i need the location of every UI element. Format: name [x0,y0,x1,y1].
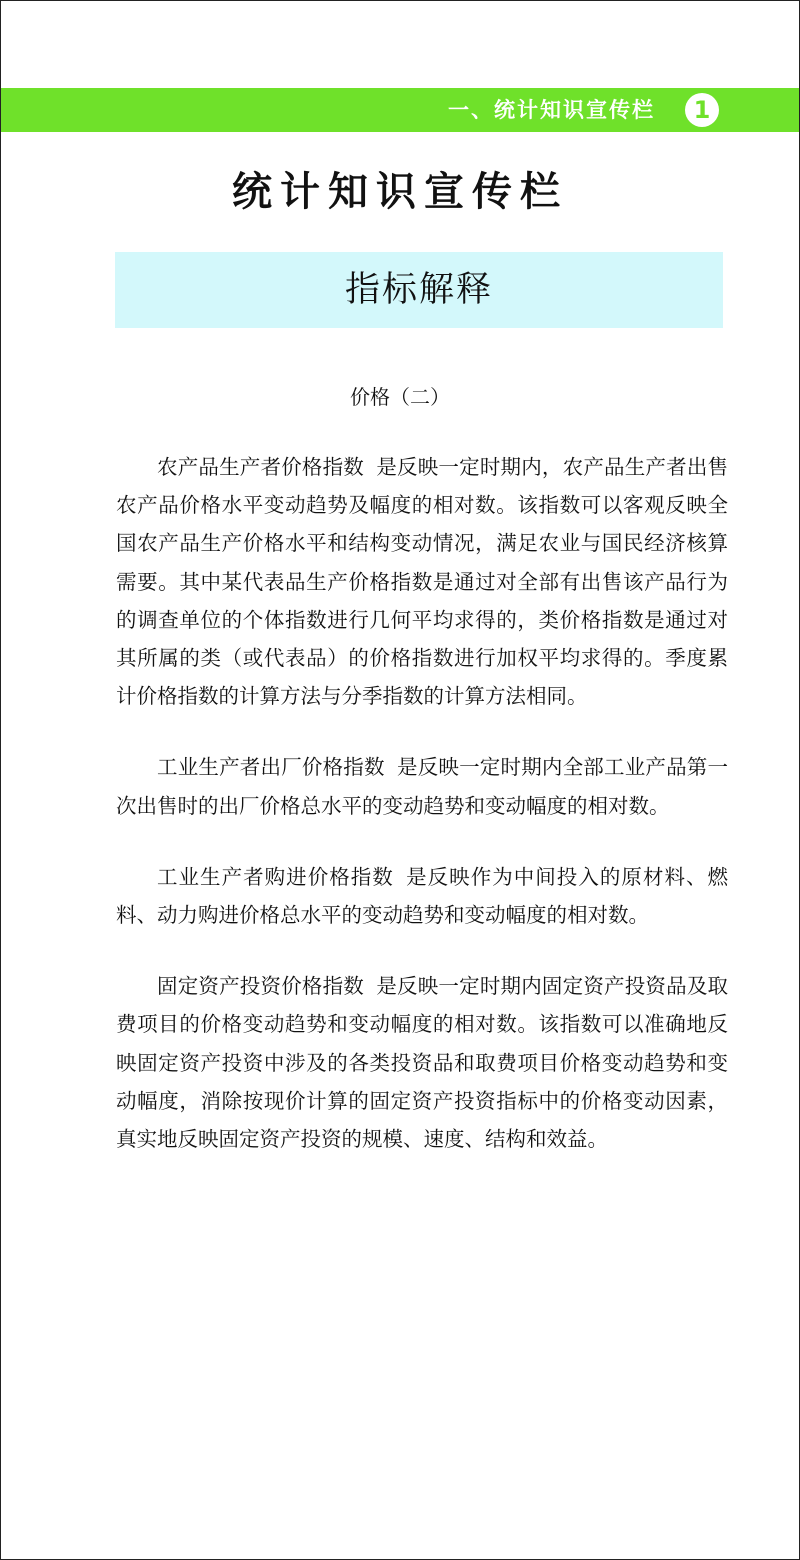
paragraph-industrial-producer-ex-factory-price-index [116,748,728,824]
definition-text: 是反映一定时期内固定资产投资品及取费项目的价格变动趋势和变动幅度的相对数。该指数可以准确地反映固定资产投资中涉及的各类投资品和取费项目价格变动趋势和变动幅度，消除按现价计算的固定资产投资指标中的价格变动因素，真实地反映固定资产投资的规模、速度、结构和效益。 [116,974,729,1152]
definition-text: 是反映作为中间投入的原材料、燃料、动力购进价格总水平的变动趋势和变动幅度的相对数。 [116,864,729,928]
definition-text: 是反映一定时期内全部工业产品第一次出售时的出厂价格总水平的变动趋势和变动幅度的相对数。 [116,755,729,818]
section-heading: 价格（二） [350,385,450,409]
header-title: 一、统计知识宣传栏 [448,98,655,122]
subtitle-text: 指标解释 [344,270,493,310]
definition-text: 是反映一定时期内，农产品生产者出售农产品价格水平变动趋势及幅度的相对数。该指数可以客观反映全国农产品生产价格水平和结构变动情况，满足农业与国民经济核算需要。其中某代表品生产价格指数是通过对全部有出售该产品行为的调查单位的个体指数进行几何平均求得的，类价格指数是通过对其所属的类（或代表品）的价格指数进行加权平均求得的。季度累计价格指数的计算方法与分季指数的计算方法相同。 [116,455,729,709]
header-bar [1,88,799,132]
paragraph-fixed-asset-investment-price-index [116,967,728,1158]
subtitle-banner [115,252,723,328]
term-label: 农产品生产者价格指数 [157,455,365,479]
term-label: 固定资产投资价格指数 [157,974,365,999]
paragraph-agricultural-producer-price-index [116,448,728,715]
term-label: 工业生产者购进价格指数 [157,864,394,889]
page-number-badge: 1 [685,93,719,127]
paragraph-industrial-producer-purchase-price-index [116,858,728,934]
term-label: 工业生产者出厂价格指数 [157,755,385,780]
article-body [116,448,728,1191]
page-title: 统计知识宣传栏 [232,168,568,215]
